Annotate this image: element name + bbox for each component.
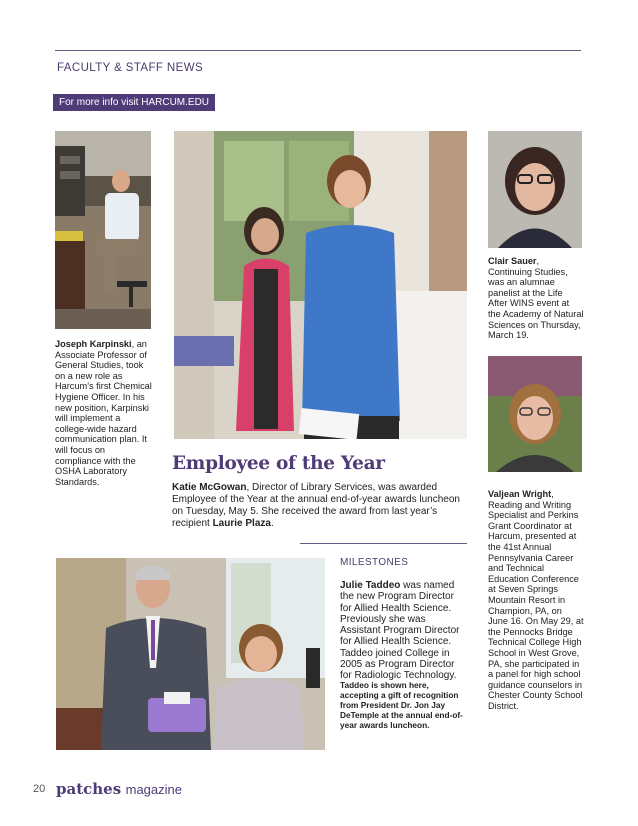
footer-brand — [56, 780, 182, 799]
wright-caption — [488, 489, 584, 711]
website-banner[interactable]: For more info visit HARCUM.EDU — [53, 94, 215, 111]
milestones-text — [340, 580, 468, 682]
karpinski-photo — [55, 131, 151, 329]
wright-name: Valjean Wright — [488, 489, 552, 499]
sauer-photo — [488, 131, 582, 248]
taddeo-name: Julie Taddeo — [340, 580, 401, 591]
top-rule — [55, 50, 581, 51]
page-number: 20 — [33, 783, 46, 795]
employee-of-year-photo — [174, 131, 467, 439]
karpinski-caption-text: , an Associate Professor of General Studies, took on a new role as Harcum’s first Chemical Hygiene Officer. In his new position, Karpinski will implement a college-wide hazard communication plan. It will focus on compliance with the OSHA Laboratory Standards. — [55, 339, 152, 487]
employee-of-year-end: . — [270, 518, 274, 529]
footer-brand-magazine: magazine — [125, 782, 182, 797]
milestones-label: MILESTONES — [340, 557, 409, 568]
milestones-body: was named the new Program Director for Allied Health Science. Previously she was Assistant Program Director for Allied Health Science. Taddeo joined College in 2005 as Program Director for Radiologic Technology. — [340, 580, 460, 682]
employee-of-year-text — [172, 482, 464, 530]
employee-of-year-title: Employee of the Year — [172, 453, 385, 474]
wright-caption-text: , Reading and Writing Specialist and Perkins Grant Coordinator at Harcum, presented at the 41st Annual Pennsylvania Career and Technical Education Conference at Seven Springs Mountain Resort in Champion, PA, on June 16. On May 29, at the Pennocks Bridge Technical College High School in West Grove, PA, she participated in a panel for high school guidance counselors in Chester County School District. — [488, 489, 584, 711]
karpinski-name: Joseph Karpinski — [55, 339, 132, 349]
sauer-name: Clair Sauer — [488, 256, 537, 266]
taddeo-photo-caption: Taddeo is shown here, accepting a gift of recognition from President Dr. Jon Jay DeTemple at the annual end-of-year awards luncheon. — [340, 680, 463, 730]
section-title: FACULTY & STAFF NEWS — [57, 62, 204, 74]
wright-photo — [488, 356, 582, 472]
karpinski-caption — [55, 339, 153, 487]
sauer-caption — [488, 256, 584, 341]
taddeo-photo — [56, 558, 325, 750]
employee-name: Katie McGowan — [172, 482, 247, 493]
footer-brand-patches: patches — [56, 780, 122, 798]
employee-of-year-body: , Director of Library Services, was awarded Employee of the Year at the annual end-of-year awards luncheon on Tuesday, May 5. She received the award from last year’s recipient — [172, 482, 460, 529]
sauer-caption-text: , Continuing Studies, was an alumnae panelist at the Life After WINS event at the Academy of Natural Sciences on Thursday, March 19. — [488, 256, 584, 341]
recipient-name: Laurie Plaza — [212, 518, 271, 529]
milestones-rule — [300, 543, 467, 544]
